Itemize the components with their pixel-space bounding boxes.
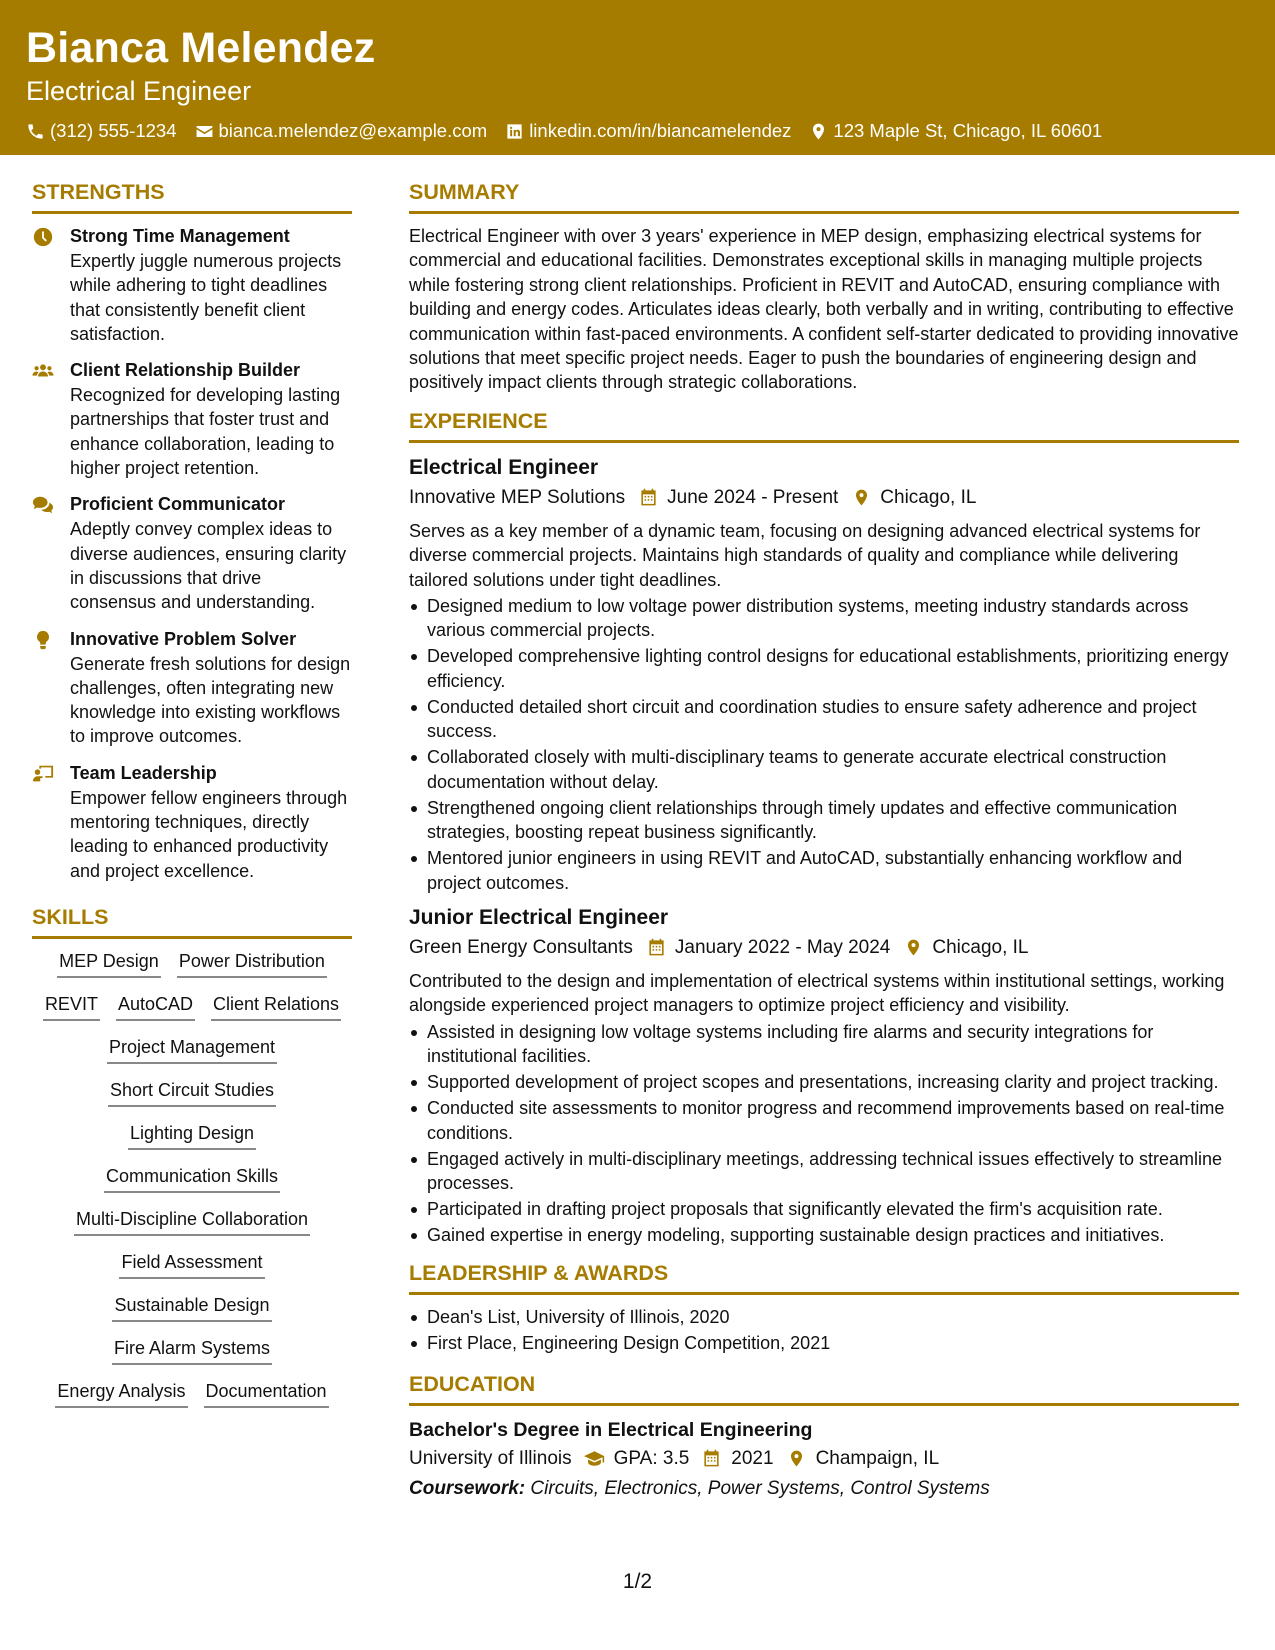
- strength-desc: Expertly juggle numerous projects while adhering to tight deadlines that consistently benefit client satisfaction.: [70, 251, 342, 344]
- candidate-title: Electrical Engineer: [26, 76, 252, 106]
- skill-tag: Communication Skills: [104, 1164, 280, 1193]
- job-company: Innovative MEP Solutions: [409, 486, 626, 508]
- contact-bar: [26, 120, 1249, 142]
- job-location: Chicago, IL: [932, 936, 1029, 958]
- education-degree: Bachelor's Degree in Electrical Engineering: [409, 1418, 813, 1441]
- contact-linkedin-text: linkedin.com/in/biancamelendez: [529, 120, 792, 141]
- chalkboard-teacher-icon: [32, 763, 54, 785]
- skill-tag: Client Relations: [211, 992, 341, 1021]
- comments-icon: [32, 494, 54, 516]
- page-number: 1/2: [622, 1570, 653, 1593]
- leadership-heading: LEADERSHIP & AWARDS: [409, 1259, 1239, 1295]
- skill-tag: Lighting Design: [128, 1121, 256, 1150]
- skill-tag: MEP Design: [57, 949, 161, 978]
- skill-tag: Field Assessment: [119, 1250, 264, 1279]
- job-description: Serves as a key member of a dynamic team, focusing on designing advanced electrical systems for diverse commercial projects. Maintains high standards of quality and compliance while delivering tailored solutions under tight deadlines.: [409, 520, 1201, 590]
- linkedin-icon: [505, 122, 524, 141]
- bullet-item: Conducted site assessments to monitor progress and recommend improvements based on real-time conditions.: [409, 1096, 1239, 1145]
- bullet-item: Assisted in designing low voltage systems including fire alarms and security integrations for institutional facilities.: [409, 1020, 1239, 1069]
- skills-list: [32, 949, 352, 1408]
- bullet-item: Designed medium to low voltage power distribution systems, meeting industry standards across various commercial projects.: [409, 594, 1239, 643]
- skill-tag: Multi-Discipline Collaboration: [74, 1207, 310, 1236]
- coursework-label: Coursework:: [409, 1477, 526, 1499]
- leadership-list: [409, 1305, 1239, 1355]
- skill-tag: Energy Analysis: [55, 1379, 187, 1408]
- job-bullets: [409, 1020, 1239, 1248]
- strength-desc: Adeptly convey complex ideas to diverse audiences, ensuring clarity in discussions that drive consensus and understanding.: [70, 519, 347, 613]
- contact-phone[interactable]: [26, 120, 177, 142]
- experience-heading: EXPERIENCE: [409, 407, 1239, 443]
- strength-title: Innovative Problem Solver: [70, 628, 297, 649]
- skill-tag: REVIT: [43, 992, 100, 1021]
- job-title: Electrical Engineer: [409, 455, 599, 479]
- skill-tag: Documentation: [204, 1379, 329, 1408]
- calendar-icon: [701, 1449, 722, 1468]
- bullet-item: Strengthened ongoing client relationships through timely updates and effective communication strategies, boosting repeat business significantly.: [409, 796, 1239, 845]
- education-school: University of Illinois: [409, 1447, 572, 1469]
- coursework-list: Circuits, Electronics, Power Systems, Control Systems: [530, 1477, 990, 1499]
- bullet-item: Participated in drafting project proposals that significantly elevated the firm's acquisition rate.: [409, 1197, 1239, 1221]
- strength-desc: Generate fresh solutions for design challenges, often integrating new knowledge into existing workflows to improve outcomes.: [70, 653, 351, 747]
- contact-phone-text: (312) 555-1234: [50, 120, 177, 141]
- calendar-icon: [647, 938, 666, 957]
- strength-title: Client Relationship Builder: [70, 360, 301, 381]
- summary-heading: SUMMARY: [409, 178, 1239, 214]
- education-heading: EDUCATION: [409, 1370, 1239, 1406]
- strength-item: [32, 358, 352, 480]
- skill-tag: AutoCAD: [116, 992, 195, 1021]
- job-bullets: [409, 594, 1239, 895]
- bullet-item: Supported development of project scopes and presentations, increasing clarity and project tracking.: [409, 1070, 1239, 1094]
- bullet-item: Collaborated closely with multi-disciplinary teams to generate accurate electrical construction documentation without delay.: [409, 745, 1239, 794]
- map-pin-icon: [786, 1449, 807, 1468]
- skill-tag: Fire Alarm Systems: [112, 1336, 272, 1365]
- education-coursework: [409, 1474, 1239, 1504]
- job-meta: [409, 933, 1239, 963]
- right-column: [409, 178, 1239, 1504]
- contact-email[interactable]: [195, 120, 488, 142]
- strength-title: Proficient Communicator: [70, 494, 286, 515]
- education-location: Champaign, IL: [815, 1447, 940, 1469]
- contact-address: [809, 120, 1102, 142]
- award-item: Dean's List, University of Illinois, 2020: [409, 1305, 1239, 1329]
- job-description: Contributed to the design and implementation of electrical systems within institutional settings, working alongside experienced project managers to optimize project efficiency and visibility.: [409, 970, 1225, 1016]
- users-icon: [32, 360, 54, 382]
- education-meta: [409, 1444, 1239, 1474]
- job-title: Junior Electrical Engineer: [409, 905, 669, 929]
- contact-email-text: bianca.melendez@example.com: [218, 120, 488, 141]
- strength-item: [32, 627, 352, 749]
- strength-item: [32, 492, 352, 614]
- strength-desc: Recognized for developing lasting partnerships that foster trust and enhance collaboration, leading to higher project retention.: [70, 385, 341, 479]
- resume-header: [0, 0, 1275, 155]
- job-company: Green Energy Consultants: [409, 936, 633, 958]
- job-meta: [409, 483, 1239, 513]
- summary-text: Electrical Engineer with over 3 years' experience in MEP design, emphasizing electrical systems for commercial and educational facilities. Demonstrates exceptional skills in managing multiple projects while fostering strong client relationships. Proficient in REVIT and AutoCAD, ensuring compliance with building and energy codes. Articulates ideas clearly, both verbally and in writing, contributing to effective communication within fast-paced environments. A confident self-starter dedicated to providing innovative solutions that meet specific project needs. Eager to push the boundaries of engineering design and positively impact clients through strategic collaborations.: [409, 226, 1239, 393]
- strength-item: [32, 761, 352, 883]
- graduation-cap-icon: [584, 1449, 605, 1468]
- envelope-icon: [195, 122, 214, 141]
- skill-tag: Power Distribution: [177, 949, 327, 978]
- job-dates: January 2022 - May 2024: [674, 936, 891, 958]
- candidate-name: Bianca Melendez: [26, 24, 376, 72]
- skill-tag: Project Management: [107, 1035, 277, 1064]
- lightbulb-icon: [32, 629, 54, 651]
- job-dates: June 2024 - Present: [667, 486, 839, 508]
- skills-heading: SKILLS: [32, 903, 352, 939]
- bullet-item: Mentored junior engineers in using REVIT and AutoCAD, substantially enhancing workflow and project outcomes.: [409, 846, 1239, 895]
- skill-tag: Short Circuit Studies: [108, 1078, 276, 1107]
- education-gpa: GPA: 3.5: [613, 1447, 690, 1469]
- job-location: Chicago, IL: [880, 486, 977, 508]
- skill-tag: Sustainable Design: [112, 1293, 271, 1322]
- strength-item: [32, 224, 352, 346]
- bullet-item: Gained expertise in energy modeling, supporting sustainable design practices and initiatives.: [409, 1223, 1239, 1247]
- bullet-item: Developed comprehensive lighting control designs for educational establishments, prioritizing energy efficiency.: [409, 644, 1239, 693]
- map-pin-icon: [852, 488, 871, 507]
- education-year: 2021: [731, 1447, 774, 1469]
- bullet-item: Engaged actively in multi-disciplinary meetings, addressing technical issues effectively to streamline processes.: [409, 1147, 1239, 1196]
- job-entry: [409, 453, 1239, 895]
- left-column: [32, 178, 352, 1408]
- job-entry: [409, 903, 1239, 1247]
- map-pin-icon: [904, 938, 923, 957]
- strength-title: Team Leadership: [70, 762, 217, 783]
- contact-address-text: 123 Maple St, Chicago, IL 60601: [833, 120, 1103, 141]
- strengths-heading: STRENGTHS: [32, 178, 352, 214]
- clock-icon: [32, 226, 54, 248]
- award-item: First Place, Engineering Design Competition, 2021: [409, 1331, 1239, 1355]
- map-pin-icon: [809, 122, 828, 141]
- phone-icon: [26, 122, 45, 141]
- bullet-item: Conducted detailed short circuit and coordination studies to ensure safety adherence and project success.: [409, 695, 1239, 744]
- strength-desc: Empower fellow engineers through mentoring techniques, directly leading to enhanced productivity and project excellence.: [70, 787, 348, 881]
- contact-linkedin[interactable]: [505, 120, 791, 142]
- calendar-icon: [639, 488, 658, 507]
- strength-title: Strong Time Management: [70, 226, 290, 246]
